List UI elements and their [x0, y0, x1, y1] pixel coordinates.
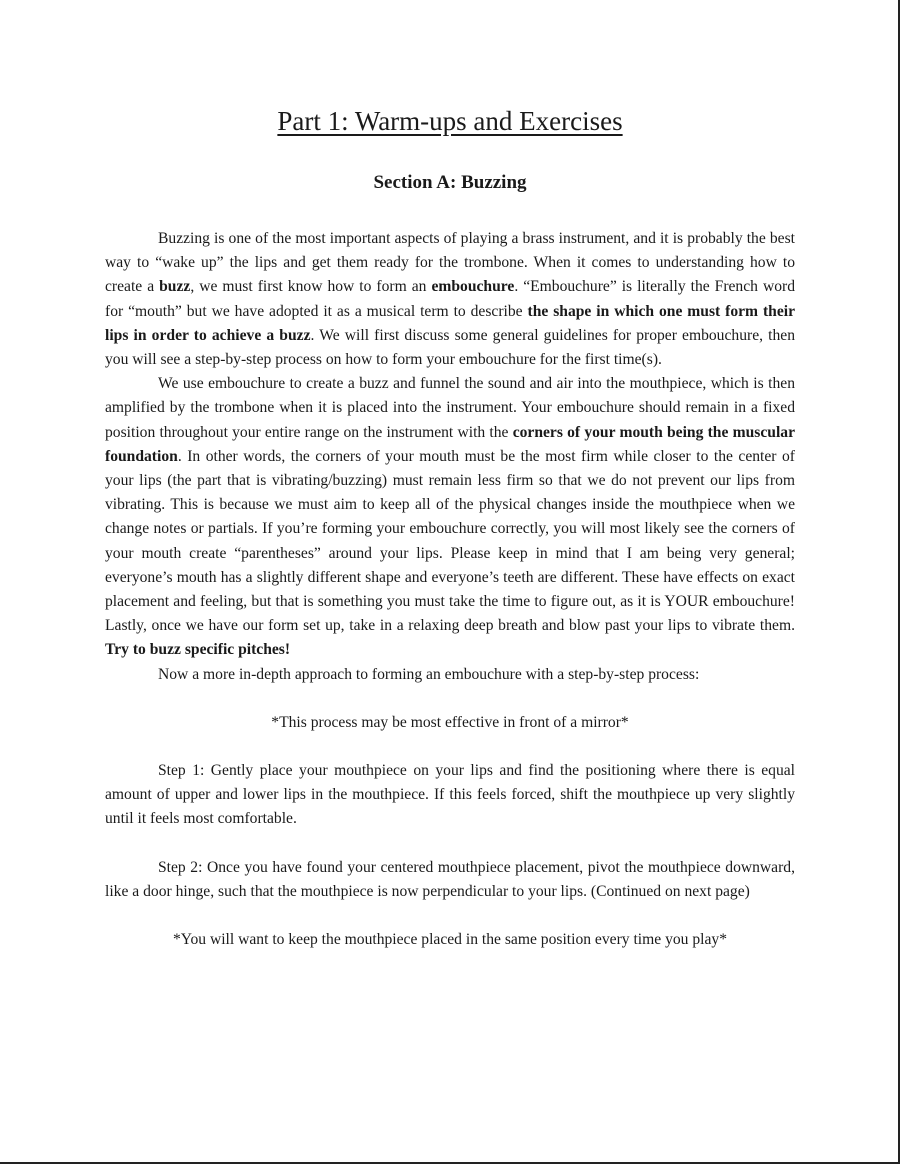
para1-bold-shape: the shape in which one must form their lips in order to achieve a buzz	[105, 302, 796, 344]
para1-text-1: Buzzing is one of the most important aspects of playing a brass instrument, and it is probably the best way to “wake up” the lips and get them ready for the trombone. When it comes to understanding how to create a	[105, 230, 795, 296]
para1-text-4: . We will first discuss some general guidelines for proper embouchure, then you will see a step-by-step process on how to form your embouchure for the first time(s).	[105, 326, 795, 369]
placement-note: *You will want to keep the mouthpiece placed in the same position every time you play*	[172, 931, 728, 949]
para2-bold-pitches: Try to buzz specific pitches!	[105, 641, 291, 659]
para2-text-1: We use embouchure to create a buzz and funnel the sound and air into the mouthpiece, which is then amplified by the trombone when it is placed into the instrument. Your embouchure should remain in a fixed position throughout your entire range on the instrument with the	[105, 375, 795, 441]
paragraph-1	[105, 227, 795, 372]
para1-bold-buzz: buzz	[159, 278, 191, 296]
para2-bold-corners: corners of your mouth being the muscular foundation	[105, 423, 795, 465]
step-2: Step 2: Once you have found your centered mouthpiece placement, pivot the mouthpiece downward, like a door hinge, such that the mouthpiece is now perpendicular to your lips. (Continued on next page)	[105, 858, 795, 900]
para1-text-2: , we must first know how to form an	[190, 278, 432, 296]
para2-text-2: . In other words, the corners of your mouth must be the most firm while closer to the center of your lips (the part that is vibrating/buzzing) must remain less firm so that we do not prevent our lips from vibrating. This is because we must aim to keep all of the physical changes inside the mouthpiece when we change notes or partials. If you’re forming your embouchure correctly, you will most likely see the corners of your mouth create “parentheses” around your lips. Please keep in mind that I am being very general; everyone’s mouth has a slightly different shape and everyone’s teeth are different. These have effects on exact placement and feeling, but that is something you must take the time to figure out, as it is YOUR embouchure! Lastly, once we have our form set up, take in a relaxing deep breath and blow past your lips to vibrate them.	[105, 447, 795, 635]
paragraph-3: Now a more in-depth approach to forming an embouchure with a step-by-step process:	[158, 665, 700, 683]
mirror-note: *This process may be most effective in front of a mirror*	[271, 713, 629, 731]
para1-text-3: . “Embouchure” is literally the French word for “mouth” but we have adopted it as a musical term to describe	[105, 278, 795, 320]
body-text	[105, 227, 795, 952]
paragraph-2	[105, 372, 795, 662]
step-1: Step 1: Gently place your mouthpiece on your lips and find the positioning where there is equal amount of upper and lower lips in the mouthpiece. If this feels forced, shift the mouthpiece up very slightly until it feels most comfortable.	[105, 762, 795, 828]
page-title: Part 1: Warm-ups and Exercises	[277, 106, 623, 136]
section-title: Section A: Buzzing	[373, 172, 527, 193]
para1-bold-embouchure: embouchure	[431, 278, 515, 296]
